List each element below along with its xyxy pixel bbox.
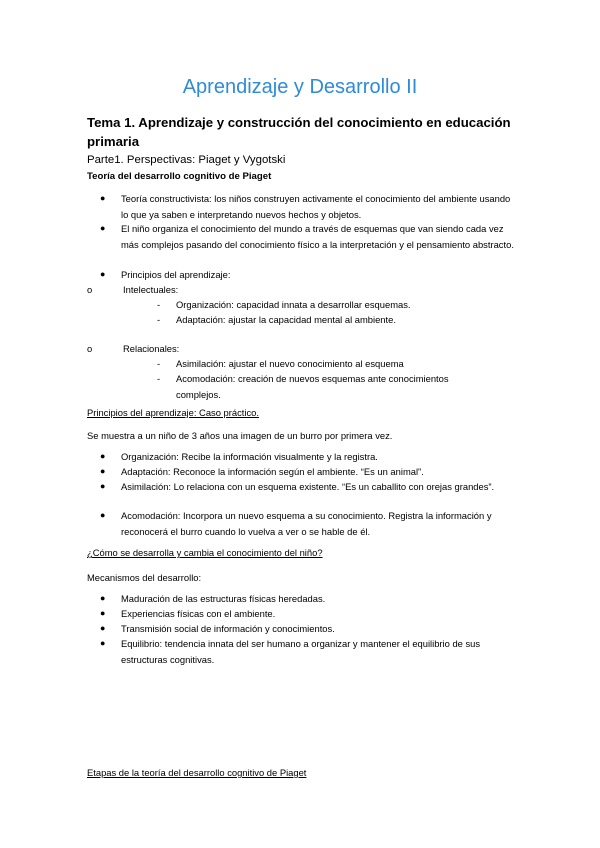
part-heading: Parte1. Perspectivas: Piaget y Vygotski (87, 154, 286, 166)
bullet-icon: ● (100, 481, 106, 491)
dash-marker: - (157, 299, 161, 310)
bullet-icon: ● (100, 593, 106, 603)
page-title: Aprendizaje y Desarrollo II (182, 76, 418, 98)
bullet-icon: ● (100, 608, 106, 618)
list-item-text: Equilibrio: tendencia innata del ser humano a organizar y mantener el equilibrio de sus estructuras cognitivas. (121, 638, 481, 665)
list-item-text: Acomodación: Incorpora un nuevo esquema a su conocimiento. Registra la información y reconocerá el burro cuando lo vuelva a ver o se hable de él. (121, 510, 492, 537)
bullet-icon: ● (100, 623, 106, 633)
list-item-text: Teoría constructivista: los niños construyen activamente el conocimiento del ambiente usando lo que ya saben e interpretando nuevos hechos y objetos. (121, 193, 511, 220)
bullet-icon: ● (100, 193, 106, 203)
sublist-label: Relacionales: (123, 343, 180, 354)
list-item-text: Organización: capacidad innata a desarrollar esquemas. (176, 299, 411, 310)
circle-marker: o (87, 343, 93, 354)
bullet-icon: ● (100, 466, 106, 476)
question-heading: ¿Cómo se desarrolla y cambia el conocimiento del niño? (87, 547, 323, 558)
dash-marker: - (157, 358, 161, 369)
topic-heading: Tema 1. Aprendizaje y construcción del conocimiento en educación primaria (87, 115, 511, 149)
list-item-text: El niño organiza el conocimiento del mundo a través de esquemas que van siendo cada vez más complejos pasando del conocimiento físico a la interpretación y el pensamiento abstracto. (121, 223, 514, 250)
list-item-text: Transmisión social de información y conocimientos. (121, 623, 335, 634)
section-heading: Teoría del desarrollo cognitivo de Piaget (87, 171, 272, 182)
dash-marker: - (157, 314, 161, 325)
list-item-text: Asimilación: ajustar el nuevo conocimiento al esquema (176, 358, 404, 369)
bullet-icon: ● (100, 451, 106, 461)
list-item-text: Adaptación: ajustar la capacidad mental al ambiente. (176, 314, 396, 325)
case-heading: Principios del aprendizaje: Caso práctico. (87, 407, 259, 418)
bullet-icon: ● (100, 223, 106, 233)
list-item-text: Asimilación: Lo relaciona con un esquema existente. “Es un caballito con orejas grandes”. (121, 481, 495, 492)
mechanisms-intro: Mecanismos del desarrollo: (87, 572, 202, 583)
list-item-text: Experiencias físicas con el ambiente. (121, 608, 276, 619)
bullet-icon: ● (100, 269, 106, 279)
circle-marker: o (87, 284, 93, 295)
list-item-text: Acomodación: creación de nuevos esquemas ante conocimientos complejos. (176, 373, 449, 400)
case-intro: Se muestra a un niño de 3 años una imagen de un burro por primera vez. (87, 430, 393, 441)
list-item-text: Adaptación: Reconoce la información según el ambiente. “Es un animal”. (121, 466, 424, 477)
stages-heading: Etapas de la teoría del desarrollo cognitivo de Piaget (87, 767, 307, 778)
list-item-text: Maduración de las estructuras físicas heredadas. (121, 593, 326, 604)
list-item-text: Organización: Recibe la información visualmente y la registra. (121, 451, 378, 462)
bullet-icon: ● (100, 510, 106, 520)
bullet-icon: ● (100, 638, 106, 648)
sublist-label: Intelectuales: (123, 284, 179, 295)
list-item-text: Principios del aprendizaje: (121, 269, 231, 280)
dash-marker: - (157, 373, 161, 384)
